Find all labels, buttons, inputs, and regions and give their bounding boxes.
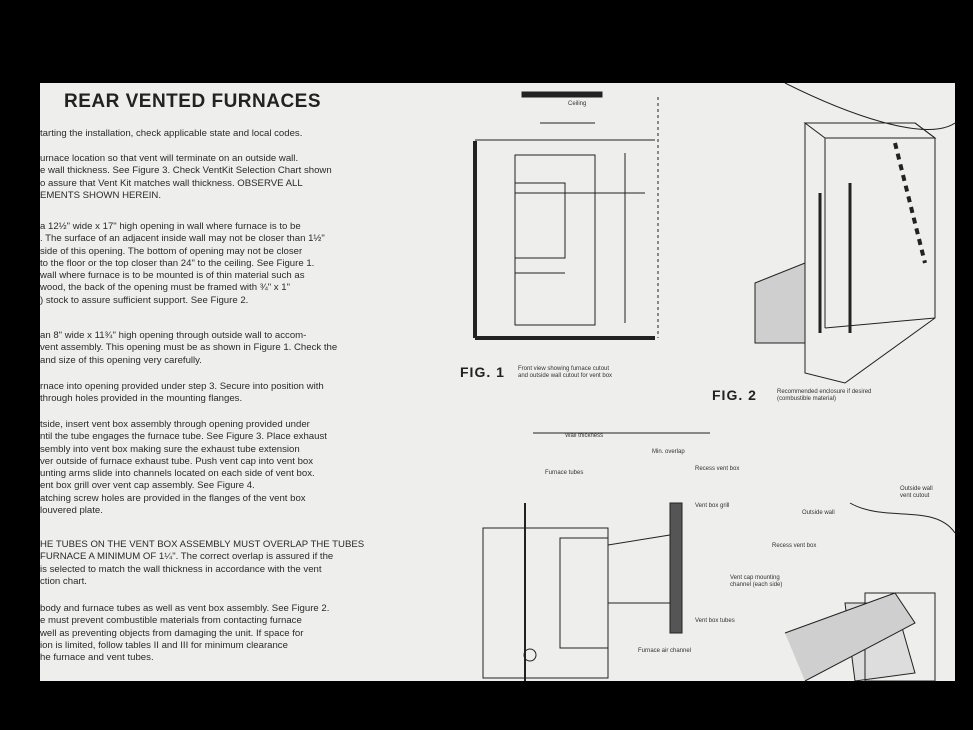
paragraph-line: side of this opening. The bottom of opening may not be closer [40, 245, 303, 257]
paragraph-line: ion is limited, follow tables II and III for minimum clearance [40, 639, 288, 651]
paragraph-line: well as preventing objects from damaging the unit. If space for [40, 627, 304, 639]
paragraph-line: he furnace and vent tubes. [40, 652, 154, 664]
paragraph-line: ntil the tube engages the furnace tube. See Figure 3. Place exhaust [40, 431, 327, 443]
paragraph-line: o assure that Vent Kit matches wall thickness. OBSERVE ALL [40, 177, 303, 189]
paragraph-line: ver outside of furnace exhaust tube. Push vent cap into vent box [40, 455, 314, 467]
instruction-paragraph [40, 128, 435, 140]
paragraph-line: is selected to match the wall thickness in accordance with the vent [40, 563, 322, 575]
paragraph-line: e wall thickness. See Figure 3. Check VentKit Selection Chart shown [40, 165, 332, 177]
paragraph-line: wall where furnace is to be mounted is of thin material such as [40, 270, 305, 282]
paragraph-line: body and furnace tubes as well as vent box assembly. See Figure 2. [40, 603, 330, 614]
fig3-furnace-tubes-label: Furnace tubes [545, 470, 584, 476]
fig2-label: FIG. 2 [712, 387, 757, 403]
paragraph-line: sembly into vent box making sure the exhaust tube extension [40, 443, 300, 455]
fig1-label: FIG. 1 [460, 364, 505, 380]
paragraph-line: unting arms slide into channels located on each side of vent box. [40, 468, 315, 480]
paragraph-line: ction chart. [40, 575, 87, 587]
instruction-sheet [40, 83, 955, 681]
figures-panel [455, 83, 955, 681]
fig3-vent-box-grill-label: Vent box grill [695, 503, 730, 509]
paragraph-line: wood, the back of the opening must be framed with ¾" x 1" [40, 282, 290, 294]
paragraph-line: EMENTS SHOWN HEREIN. [40, 189, 161, 201]
fig3-recess-vent-box-label: Recess vent box [695, 466, 740, 472]
fig1-diagram [475, 92, 658, 338]
fig1-caption: Front view showing furnace cutout and outside wall cutout for vent box [518, 366, 613, 379]
fig3-wall-thickness-label: Wall thickness [565, 433, 604, 439]
fig3-outside-wall-label: Outside wall [900, 486, 933, 492]
svg-text:Ceiling: Ceiling [568, 101, 587, 107]
fig3-outside-wall-label-2: Outside wall [802, 510, 835, 516]
instruction-paragraph [40, 221, 435, 307]
instruction-paragraph [40, 603, 435, 664]
paragraph-line: urnace location so that vent will terminate on an outside wall. [40, 153, 299, 164]
paragraph-line: HE TUBES ON THE VENT BOX ASSEMBLY MUST OVERLAP THE TUBES [40, 539, 365, 550]
paragraph-line: to the floor or the top closer than 24" to the ceiling. See Figure 1. [40, 257, 315, 269]
paragraph-line: rnace into opening provided under step 3. Secure into position with [40, 381, 324, 392]
paragraph-line: FURNACE A MINIMUM OF 1¼". The correct overlap is assured if the [40, 551, 334, 563]
fig3-vent-cap-channel-label: Vent cap mounting channel (each side) [730, 575, 783, 588]
instruction-paragraph [40, 539, 435, 588]
paragraph-line: louvered plate. [40, 505, 103, 517]
paragraph-line: an 8" wide x 11¾" high opening through outside wall to accom- [40, 330, 307, 341]
fig3-min-overlap-label: Min. overlap [652, 449, 685, 455]
paragraph-line: tarting the installation, check applicable state and local codes. [40, 128, 303, 139]
instruction-paragraph [40, 381, 435, 406]
fig2-caption: Recommended enclosure if desired (combustible material) [777, 389, 872, 402]
page-title: REAR VENTED FURNACES [64, 91, 322, 112]
paragraph-line: . The surface of an adjacent inside wall may not be closer than 1½" [40, 233, 325, 245]
paragraph-line: ) stock to assure sufficient support. See Figure 2. [40, 294, 249, 306]
paragraph-line: a 12½" wide x 17" high opening in wall where furnace is to be [40, 221, 301, 232]
fig3-vent-cutout-label: vent cutout [900, 493, 930, 499]
fig3-furnace-air-channel-label: Furnace air channel [638, 648, 692, 654]
instruction-paragraph [40, 153, 435, 202]
paragraph-line: through holes provided in the mounting flanges. [40, 393, 243, 405]
paragraph-line: vent assembly. This opening must be as shown in Figure 1. Check the [40, 342, 338, 354]
instruction-paragraph [40, 330, 435, 367]
fig3-vent-box-tubes-label: Vent box tubes [695, 618, 735, 624]
paragraph-line: and size of this opening very carefully. [40, 354, 202, 366]
instruction-paragraph [40, 419, 435, 517]
paragraph-line: e must prevent combustible materials from contacting furnace [40, 615, 302, 627]
paragraph-line: ent box grill over vent cap assembly. See Figure 4. [40, 480, 255, 492]
fig2-diagram [755, 83, 955, 383]
paragraph-line: atching screw holes are provided in the flanges of the vent box [40, 492, 306, 504]
paragraph-line: tside, insert vent box assembly through opening provided under [40, 419, 310, 430]
fig3-recess-vent-box-label-2: Recess vent box [772, 543, 817, 549]
